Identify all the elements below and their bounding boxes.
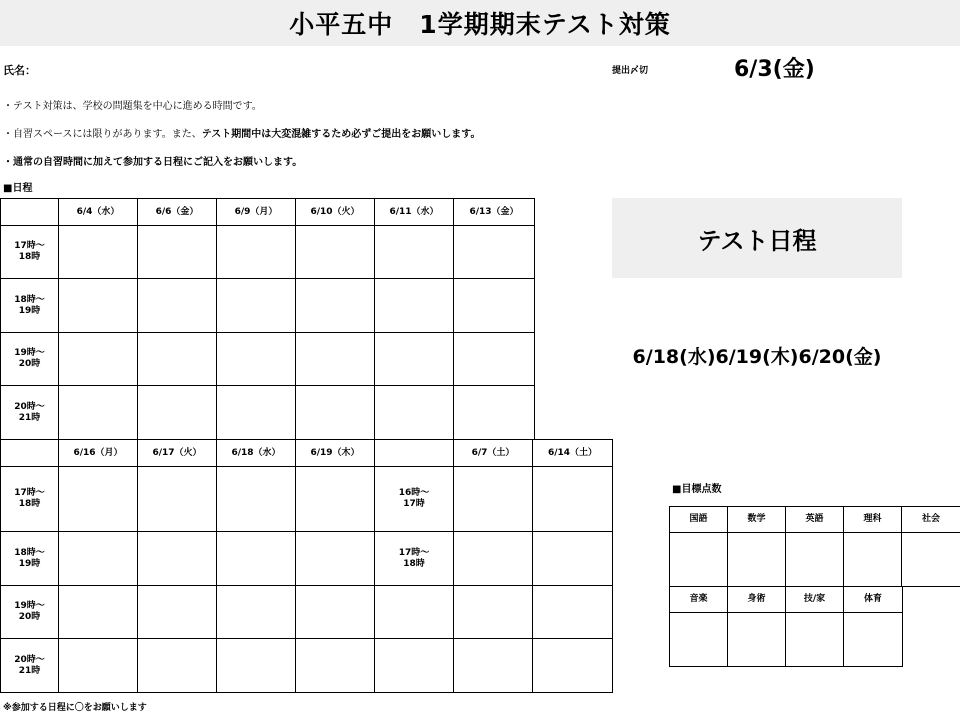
schedule-cell[interactable] [59, 279, 138, 333]
schedule-cell[interactable] [296, 467, 375, 532]
schedule-cell[interactable] [138, 386, 217, 440]
schedule-table-2 [0, 439, 613, 693]
schedule-cell[interactable] [217, 586, 296, 639]
schedule-cell[interactable] [375, 333, 454, 386]
subject-header: 社会 [902, 507, 960, 533]
table-row [1, 279, 535, 333]
table-row [1, 386, 535, 440]
score-cell[interactable] [728, 533, 786, 587]
schedule-cell[interactable] [296, 333, 375, 386]
schedule-cell[interactable] [217, 532, 296, 586]
subject-header: 音楽 [670, 587, 728, 613]
time-slot-cell: 20時～ 21時 [1, 639, 59, 693]
schedule-cell[interactable] [375, 226, 454, 279]
note-line-3: ・通常の自習時間に加えて参加する日程にご記入をお願いします。 [3, 157, 303, 168]
test-schedule-title: テスト日程 [612, 198, 902, 278]
subject-header: 身術 [728, 587, 786, 613]
schedule-cell[interactable] [217, 333, 296, 386]
schedule-cell[interactable] [454, 386, 535, 440]
subject-header: 体育 [844, 587, 903, 613]
schedule-cell[interactable] [375, 386, 454, 440]
date-header [375, 440, 454, 467]
table-row [1, 639, 613, 693]
schedule-cell[interactable] [375, 279, 454, 333]
note-line-1: ・テスト対策は、学校の問題集を中心に進める時間です。 [3, 101, 262, 112]
schedule-cell[interactable] [533, 532, 613, 586]
score-cell[interactable] [670, 533, 728, 587]
schedule-cell[interactable] [296, 279, 375, 333]
date-header: 6/13（金） [454, 199, 535, 226]
date-header: 6/18（水） [217, 440, 296, 467]
date-header: 6/11（水） [375, 199, 454, 226]
schedule-cell[interactable] [217, 386, 296, 440]
table-row [1, 333, 535, 386]
schedule-cell[interactable] [454, 639, 533, 693]
schedule-section-label: ■日程 [3, 183, 33, 194]
schedule-cell[interactable] [454, 586, 533, 639]
subject-header: 英語 [786, 507, 844, 533]
table-header-row [1, 199, 535, 226]
schedule-cell[interactable] [59, 226, 138, 279]
date-header: 6/10（火） [296, 199, 375, 226]
schedule-cell[interactable] [59, 586, 138, 639]
note-line-2-prefix: ・自習スペースには限りがあります。また、 [3, 129, 202, 140]
schedule-cell[interactable] [59, 639, 138, 693]
date-header: 6/16（月） [59, 440, 138, 467]
schedule-cell[interactable] [454, 467, 533, 532]
target-scores-table-1 [669, 506, 960, 587]
test-schedule-dates: 6/18(水)6/19(木)6/20(金) [632, 346, 882, 368]
schedule-cell[interactable] [59, 532, 138, 586]
date-header: 6/14（土） [533, 440, 613, 467]
time-slot-cell: 19時～ 20時 [1, 586, 59, 639]
target-scores-label: ■目標点数 [672, 484, 722, 495]
schedule-cell[interactable] [296, 226, 375, 279]
score-cell[interactable] [844, 533, 902, 587]
score-cell[interactable] [902, 533, 960, 587]
schedule-cell[interactable] [454, 333, 535, 386]
subject-header: 理科 [844, 507, 902, 533]
table-header-row [1, 440, 613, 467]
table-header-row [670, 587, 903, 613]
schedule-table-1 [0, 198, 535, 440]
time-slot-cell: 19時～ 20時 [1, 333, 59, 386]
schedule-cell[interactable] [296, 586, 375, 639]
date-header: 6/4（水） [59, 199, 138, 226]
schedule-cell[interactable] [138, 226, 217, 279]
table-row [670, 533, 960, 587]
schedule-cell[interactable] [138, 639, 217, 693]
table-row [1, 226, 535, 279]
page-title: 小平五中 1学期期末テスト対策 [0, 0, 960, 46]
schedule-cell[interactable] [138, 586, 217, 639]
note-line-2 [3, 125, 481, 140]
time-slot-cell: 20時～ 21時 [1, 386, 59, 440]
table-header-row [670, 507, 960, 533]
schedule-cell[interactable] [296, 532, 375, 586]
score-cell[interactable] [728, 613, 786, 667]
subject-header: 数学 [728, 507, 786, 533]
schedule-cell[interactable] [217, 467, 296, 532]
time-slot-cell: 17時～ 18時 [1, 226, 59, 279]
date-header: 6/9（月） [217, 199, 296, 226]
time-slot-cell: 18時～ 19時 [1, 279, 59, 333]
schedule-cell[interactable] [454, 279, 535, 333]
score-cell[interactable] [670, 613, 728, 667]
time-slot-cell: 18時～ 19時 [1, 532, 59, 586]
saturday-time-slot-cell: 17時～ 18時 [375, 532, 454, 586]
table-row [1, 532, 613, 586]
schedule-footnote: ※参加する日程に〇をお願いします [3, 703, 147, 713]
schedule-cell[interactable] [375, 639, 454, 693]
subject-header: 技/家 [786, 587, 844, 613]
corner-cell [1, 440, 59, 467]
table-row [1, 467, 613, 532]
score-cell[interactable] [786, 533, 844, 587]
schedule-cell[interactable] [217, 639, 296, 693]
subject-header: 国語 [670, 507, 728, 533]
score-cell[interactable] [844, 613, 903, 667]
schedule-cell[interactable] [59, 467, 138, 532]
schedule-cell[interactable] [217, 279, 296, 333]
schedule-cell[interactable] [59, 333, 138, 386]
schedule-cell[interactable] [454, 226, 535, 279]
table-row [670, 613, 903, 667]
deadline-date: 6/3(金) [734, 57, 815, 82]
schedule-cell[interactable] [217, 226, 296, 279]
schedule-cell[interactable] [138, 333, 217, 386]
schedule-cell[interactable] [454, 532, 533, 586]
schedule-cell[interactable] [296, 639, 375, 693]
schedule-cell[interactable] [138, 532, 217, 586]
date-header: 6/6（金） [138, 199, 217, 226]
schedule-cell[interactable] [533, 639, 613, 693]
schedule-cell[interactable] [533, 586, 613, 639]
time-slot-cell: 17時～ 18時 [1, 467, 59, 532]
table-row [1, 586, 613, 639]
date-header: 6/19（木） [296, 440, 375, 467]
note-line-2-bold: テスト期間中は大変混雑するため必ずご提出をお願いします。 [201, 129, 481, 140]
schedule-cell[interactable] [533, 467, 613, 532]
deadline-label: 提出〆切 [612, 66, 649, 76]
corner-cell [1, 199, 59, 226]
name-label: 氏名： [3, 64, 36, 77]
score-cell[interactable] [786, 613, 844, 667]
schedule-cell[interactable] [138, 467, 217, 532]
schedule-cell[interactable] [375, 586, 454, 639]
date-header: 6/17（火） [138, 440, 217, 467]
target-scores-table-2 [669, 586, 903, 667]
saturday-time-slot-cell: 16時～ 17時 [375, 467, 454, 532]
schedule-cell[interactable] [296, 386, 375, 440]
schedule-cell[interactable] [59, 386, 138, 440]
schedule-cell[interactable] [138, 279, 217, 333]
date-header: 6/7（土） [454, 440, 533, 467]
